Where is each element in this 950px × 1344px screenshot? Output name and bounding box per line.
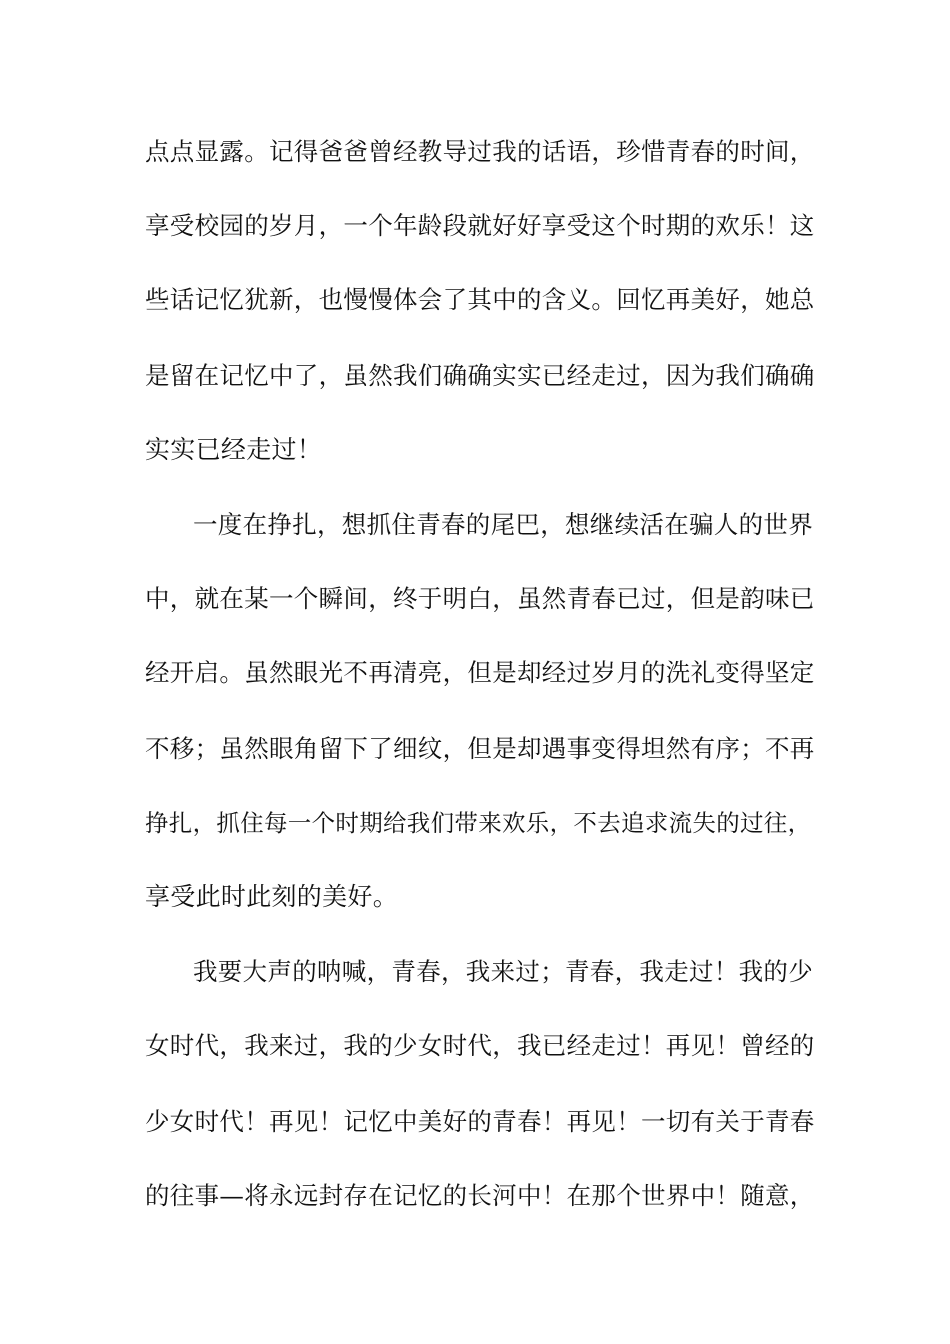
- text-line: 经开启。虽然眼光不再清亮，但是却经过岁月的洗礼变得坚定: [145, 658, 815, 687]
- text-line: 的往事—将永远封存在记忆的长河中！在那个世界中！随意，: [145, 1181, 815, 1210]
- text-line: 享受此时此刻的美好。: [145, 882, 399, 911]
- text-line: 女时代，我来过，我的少女时代，我已经走过！再见！曾经的: [145, 1031, 815, 1060]
- text-line: 实实已经走过！: [145, 435, 323, 464]
- text-line: 不移；虽然眼角留下了细纹，但是却遇事变得坦然有序；不再: [145, 734, 815, 763]
- text-line: 挣扎，抓住每一个时期给我们带来欢乐，不去追求流失的过往，: [145, 809, 812, 837]
- text-line: 少女时代！再见！记忆中美好的青春！再见！一切有关于青春: [145, 1107, 815, 1136]
- text-line: 些话记忆犹新，也慢慢体会了其中的含义。回忆再美好，她总: [145, 285, 815, 314]
- paragraph-first-line: 我要大声的呐喊，青春，我来过；青春，我走过！我的少: [193, 957, 813, 986]
- text-line: 是留在记忆中了，虽然我们确确实实已经走过，因为我们确确: [145, 361, 815, 390]
- paragraph-first-line: 一度在挣扎，想抓住青春的尾巴，想继续活在骗人的世界: [193, 510, 813, 539]
- text-line: 享受校园的岁月，一个年龄段就好好享受这个时期的欢乐！这: [145, 211, 815, 240]
- text-line: 点点显露。记得爸爸曾经教导过我的话语，珍惜青春的时间，: [145, 137, 815, 166]
- text-line: 中，就在某一个瞬间，终于明白，虽然青春已过，但是韵味已: [145, 584, 815, 613]
